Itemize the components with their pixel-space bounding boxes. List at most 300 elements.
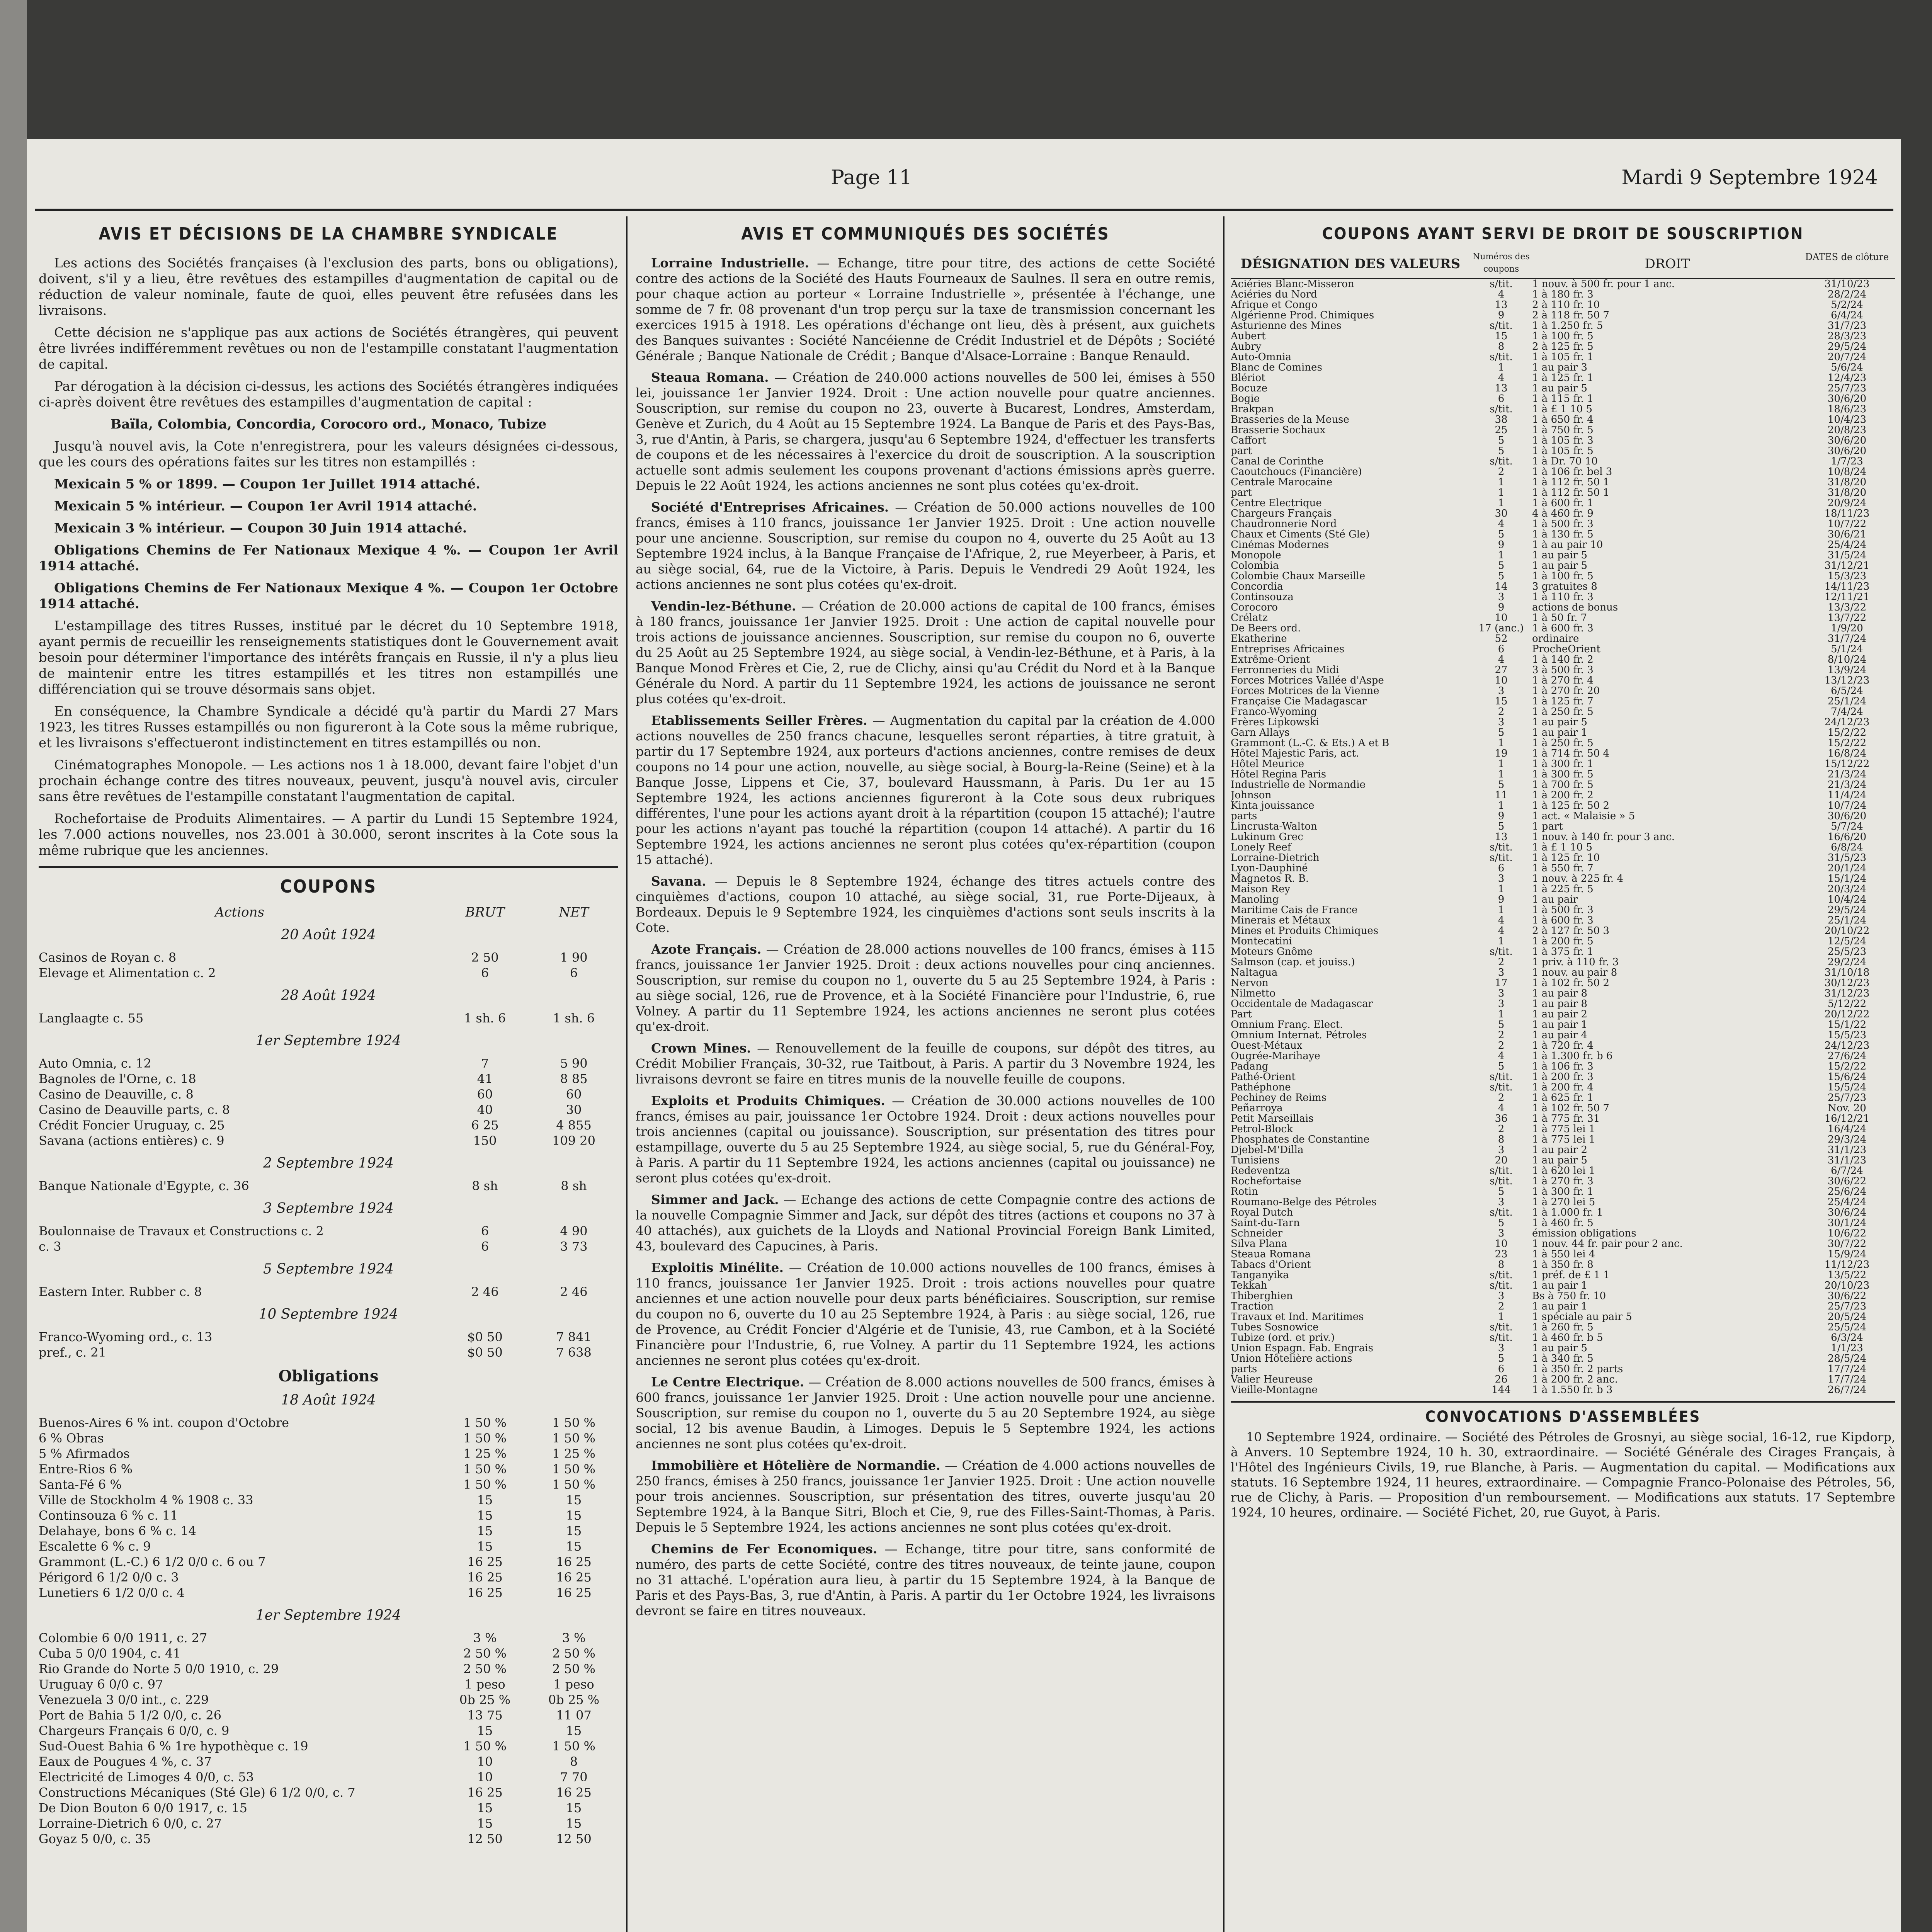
souscription-row-cell: 5/6/24 (1831, 362, 1863, 373)
souscription-row-cell: 4 (1498, 373, 1505, 383)
coupon-oblig-row-cell: 16 25 (556, 1585, 592, 1600)
souscription-row (1231, 884, 1895, 895)
souscription-row-cell: 27 (1495, 665, 1508, 675)
coupon-oblig-row (39, 1723, 618, 1738)
souscription-row-cell: 1 à 350 fr. 8 (1532, 1260, 1594, 1270)
coupon-oblig-row-cell: 1 50 % (463, 1477, 507, 1492)
souscription-row-cell: 1 à 200 fr. 4 (1532, 1082, 1594, 1093)
souscription-row-cell: 1 (1498, 550, 1505, 561)
souscription-row-cell: 1 act. « Malaisie » 5 (1532, 811, 1635, 821)
souscription-row-cell: 1 à 250 fr. 5 (1532, 738, 1594, 748)
souscription-row (1231, 1061, 1895, 1072)
souscription-row-cell: 9 (1498, 540, 1505, 550)
souscription-row-cell: 1 à 300 fr. 1 (1532, 1187, 1594, 1197)
souscription-row (1231, 289, 1895, 300)
souscription-row-cell: 25/7/23 (1827, 1093, 1867, 1103)
souscription-row-cell: 1 à £ 1 10 5 (1532, 404, 1593, 415)
souscription-row-cell: 1 à 50 fr. 7 (1532, 613, 1587, 623)
souscription-row (1231, 978, 1895, 988)
souscription-row-cell: 25/7/23 (1827, 1301, 1867, 1312)
mexique-item: Mexicain 5 % intérieur. — Coupon 1er Avril 1914 attaché. (54, 498, 477, 514)
coupon-oblig-row (39, 1800, 618, 1816)
souscription-row-cell: s/tit. (1490, 1322, 1513, 1333)
souscription-row-cell: Grammont (L.-C. & Ets.) A et B (1231, 738, 1389, 748)
souscription-row-cell: 1 à Dr. 70 10 (1532, 456, 1598, 467)
souscription-row-cell: s/tit. (1490, 404, 1513, 415)
souscription-row-cell: 12/5/24 (1827, 936, 1867, 947)
coupon-oblig-row-cell: Sud-Ouest Bahia 6 % 1re hypothèque c. 19 (39, 1739, 308, 1753)
coupons-date: 5 Septembre 1924 (263, 1261, 394, 1277)
societe-name: Steaua Romana. (651, 370, 769, 385)
souscription-row-cell: 17/7/24 (1827, 1374, 1867, 1385)
souscription-row (1231, 832, 1895, 842)
souscription-row-cell: Petrol-Block (1231, 1124, 1293, 1134)
coupon-oblig-row (39, 1831, 618, 1847)
souscription-row (1231, 728, 1895, 738)
coupon-oblig-row-cell: 15 (477, 1723, 493, 1738)
coupon-oblig-row-cell: 15 (566, 1524, 582, 1538)
coupon-oblig-row-cell: 15 (477, 1508, 493, 1523)
coupon-row-cell: c. 3 (39, 1239, 61, 1254)
souscription-row-cell: 20/7/24 (1827, 352, 1867, 362)
coupon-oblig-row-cell: Continsouza 6 % c. 11 (39, 1508, 178, 1523)
souscription-row (1231, 571, 1895, 582)
souscription-row-cell: Lyon-Dauphiné (1231, 863, 1308, 874)
souscription-row (1231, 623, 1895, 634)
chambre-paragraph: En conséquence, la Chambre Syndicale a décidé qu'à partir du Mardi 27 Mars 1923, les titres Russes estampillés ou non figureront à la Cote sous la même rubrique, et les livraisons s'effectueront indistinctement en titres estampillés ou non. (39, 704, 618, 751)
societe-name: Exploitis Minélite. (651, 1260, 784, 1275)
coupon-oblig-row (39, 1492, 618, 1508)
souscription-row-cell: 31/12/21 (1824, 561, 1870, 571)
souscription-row-cell: 28/2/24 (1827, 289, 1867, 300)
souscription-row-cell: 4 (1498, 655, 1505, 665)
societe-item: Le Centre Electrique. — Création de 8.000 actions nouvelles de 500 francs, émises à 600 francs, jouissance 1er Janvier 1925. Droit : Une action nouvelle pour une ancienne. Souscription, sur remise du coupon no 1, ouverte du 5 au 20 Septembre 1924, au siège social, 12 bis avenue Baudin, à Limoges. Depuis le 5 Septembre 1924, les actions anciennes ne sont plus cotées qu'ex-droit. (636, 1374, 1215, 1451)
souscription-row-cell: Algérienne Prod. Chimiques (1231, 310, 1374, 321)
souscription-row-cell: 3 (1498, 717, 1505, 728)
souscription-row-cell: 6 (1498, 1364, 1505, 1374)
souscription-row-cell: 1 à 106 fr. bel 3 (1532, 467, 1612, 477)
souscription-row-cell: 31/7/23 (1827, 321, 1867, 331)
souscription-row-cell: Maison Rey (1231, 884, 1291, 895)
chambre-paragraph: Jusqu'à nouvel avis, la Cote n'enregistrera, pour les valeurs désignées ci-dessous, que les cours des opérations faites sur les titres non estampillés : (39, 439, 618, 470)
coupon-oblig-row-cell: 15 (477, 1816, 493, 1831)
souscription-row-cell: 1 à 225 fr. 5 (1532, 884, 1594, 895)
souscription-row-cell: 15/3/23 (1827, 571, 1867, 582)
coupon-oblig-row-cell: 2 50 % (552, 1662, 595, 1676)
souscription-header (1231, 251, 1895, 279)
souscription-row-cell: 1 à 460 fr. b 5 (1532, 1333, 1603, 1343)
souscription-row-cell: 1 à 775 lei 1 (1532, 1124, 1595, 1134)
souscription-row-cell: 3 (1498, 1343, 1505, 1354)
souscription-row-cell: Nov. 20 (1828, 1103, 1866, 1114)
column-souscription (1231, 216, 1895, 1932)
coupon-oblig-row (39, 1554, 618, 1570)
souscription-row-cell: 2 (1498, 467, 1505, 477)
souscription-row-cell: 5 (1498, 821, 1505, 832)
souscription-row (1231, 644, 1895, 655)
souscription-row (1231, 988, 1895, 999)
souscription-row (1231, 1228, 1895, 1239)
souscription-row-cell: 3 (1498, 1291, 1505, 1301)
section-rule (39, 866, 618, 868)
souscription-row (1231, 717, 1895, 728)
societe-item: Crown Mines. — Renouvellement de la feuille de coupons, sur dépôt des titres, au Crédit Mobilier Français, 30-32, rue Taitbout, à Paris. A partir du 3 Novembre 1924, les livraisons devront se faire en titres munis de la nouvelle feuille de coupons. (636, 1041, 1215, 1087)
souscription-row (1231, 592, 1895, 602)
souscription-row-cell: 13 (1495, 832, 1508, 842)
souscription-row-cell: 1 à 270 fr. 4 (1532, 675, 1594, 686)
souscription-row-cell: Padang (1231, 1061, 1269, 1072)
souscription-row-cell: 20/10/22 (1824, 926, 1870, 936)
souscription-row-cell: s/tit. (1490, 1176, 1513, 1187)
header-rule (35, 209, 1893, 211)
souscription-row-cell: 1 au pair 5 (1532, 561, 1588, 571)
souscription-row-cell: 29/2/24 (1827, 957, 1867, 968)
coupon-oblig-row-cell: 1 peso (553, 1677, 594, 1692)
souscription-row-cell: Cinémas Modernes (1231, 540, 1329, 550)
souscription-row-cell: 1 nouv. 44 fr. pair pour 2 anc. (1532, 1239, 1683, 1249)
souscription-row-cell: 1 au pair 2 (1532, 1009, 1588, 1020)
coupon-oblig-row-cell: 16 25 (556, 1570, 592, 1585)
coupon-row-cell: 60 (477, 1087, 493, 1102)
souscription-row-cell: s/tit. (1490, 352, 1513, 362)
souscription-row (1231, 352, 1895, 362)
column-divider (626, 216, 628, 1932)
coupon-row-cell: 8 sh (561, 1179, 587, 1193)
souscription-row (1231, 634, 1895, 644)
souscription-row-cell: Centre Electrique (1231, 498, 1322, 509)
souscription-row-cell: 3 (1498, 968, 1505, 978)
coupon-oblig-row-cell: 15 (566, 1723, 582, 1738)
souscription-row-cell: 5 (1498, 446, 1505, 456)
souscription-row-cell: Bocuze (1231, 383, 1268, 394)
souscription-row-cell: s/tit. (1490, 1333, 1513, 1343)
souscription-row-cell: Lukinum Grec (1231, 832, 1303, 842)
souscription-row-cell: Hôtel Meurice (1231, 759, 1304, 769)
souscription-row-cell: 1 au pair 5 (1532, 717, 1588, 728)
souscription-row-cell: Omnium Internat. Pétroles (1231, 1030, 1367, 1041)
souscription-row-cell: 2 (1498, 1301, 1505, 1312)
souscription-row-cell: 5/1/24 (1831, 644, 1863, 655)
souscription-row-cell: 29/5/24 (1827, 905, 1867, 915)
souscription-row-cell: 1 à 1.300 fr. b 6 (1532, 1051, 1613, 1061)
coupon-row (39, 1284, 618, 1299)
souscription-row-cell: Pathéphone (1231, 1082, 1291, 1093)
coupon-row-cell: 150 (473, 1133, 497, 1148)
souscription-row-cell: 9 (1498, 602, 1505, 613)
souscription-row-cell: 1 (1498, 498, 1505, 509)
coupon-oblig-row-cell: 3 % (473, 1631, 497, 1645)
coupon-row-cell: Bagnoles de l'Orne, c. 18 (39, 1071, 196, 1086)
coupon-oblig-row-cell: 15 (477, 1539, 493, 1554)
souscription-row-cell: 1 (1498, 362, 1505, 373)
souscription-row-cell: 1 au pair 5 (1532, 1155, 1588, 1166)
souscription-row-cell: 20 (1495, 1155, 1508, 1166)
souscription-row-cell: 1 à 375 fr. 1 (1532, 947, 1594, 957)
coupon-oblig-row-cell: 1 50 % (463, 1415, 507, 1430)
souscription-row-cell: Pathé-Orient (1231, 1072, 1296, 1082)
coupons-header (39, 905, 618, 920)
souscription-row-cell: 1 à 125 fr. 50 2 (1532, 801, 1610, 811)
souscription-row-cell: 4 à 460 fr. 9 (1532, 509, 1594, 519)
souscription-row (1231, 1208, 1895, 1218)
souscription-row-cell: 2 à 125 fr. 5 (1532, 342, 1594, 352)
souscription-row (1231, 1312, 1895, 1322)
souscription-row-cell: Canal de Corinthe (1231, 456, 1324, 467)
societes-list (636, 255, 1215, 1619)
souscription-row (1231, 446, 1895, 456)
souscription-row-cell: 1 au pair 8 (1532, 988, 1588, 999)
souscription-row-cell: 1 au pair 3 (1532, 362, 1588, 373)
souscription-row-cell: 1 à 714 fr. 50 4 (1532, 748, 1610, 759)
souscription-row-cell: 1 (1498, 738, 1505, 748)
souscription-row-cell: 1 à au pair 10 (1532, 540, 1603, 550)
souscription-row-cell: part (1231, 446, 1252, 456)
souscription-row-cell: 1/7/23 (1831, 456, 1863, 467)
souscription-row (1231, 1041, 1895, 1051)
coupon-oblig-row-cell: 10 (477, 1754, 493, 1769)
societe-item: Société d'Entreprises Africaines. — Création de 50.000 actions nouvelles de 100 francs, émises à 110 francs, jouissance 1er Janvier 1925. Droit : Une action nouvelle pour une ancienne. Souscription, sur remise du coupon no 4, ouverte du 25 Août au 13 Septembre 1924 inclus, à la Banque Française de l'Afrique, 2, rue Meyerbeer, à Paris, et au siège social, 64, rue de la Victoire, à Paris. Depuis le Vendredi 29 Août 1924, les actions anciennes ne sont plus cotées qu'ex-droit. (636, 500, 1215, 592)
souscription-row (1231, 1020, 1895, 1030)
souscription-row-cell: 25/7/23 (1827, 383, 1867, 394)
souscription-row-cell: 1 priv. à 110 fr. 3 (1532, 957, 1619, 968)
souscription-row-cell: 3 (1498, 592, 1505, 602)
souscription-row (1231, 1082, 1895, 1093)
souscription-row-cell: 1 à 106 fr. 3 (1532, 1061, 1594, 1072)
souscription-row-cell: Traction (1231, 1301, 1274, 1312)
souscription-row-cell: 16/8/24 (1827, 748, 1867, 759)
coupons-date: 1er Septembre 1924 (255, 1033, 401, 1049)
coupon-row-cell: 7 638 (556, 1345, 592, 1360)
souscription-row-cell: 25 (1495, 425, 1508, 435)
coupon-oblig-row-cell: 1 50 % (552, 1415, 595, 1430)
souscription-row-cell: 6/7/24 (1831, 1166, 1863, 1176)
souscription-row-cell: 25/5/23 (1827, 947, 1867, 957)
convocations-paragraph: 10 Septembre 1924, ordinaire. — Société des Pétroles de Grosnyi, au siège social, 16-12, rue Kipdorp, à Anvers. 10 Septembre 1924, 10 h. 30, extraordinaire. — Société Générale des Cirages Français, à l'Hôtel des Ingénieurs Civils, 19, rue Blanche, à Paris. — Augmentation du capital. — Modifications aux statuts. 16 Septembre 1924, 11 heures, extraordinaire. — Compagnie Franco-Polonaise des Pétroles, 56, rue de Clichy, à Paris. — Proposition d'un remboursement. — Modifications aux statuts. 17 Septembre 1924, 10 heures, ordinaire. — Société Fichet, 20, rue Guyot, à Paris. (1231, 1430, 1895, 1520)
souscription-row-cell: Tubes Sosnowice (1231, 1322, 1319, 1333)
coupon-oblig-row-cell: 1 50 % (463, 1739, 507, 1753)
souscription-row (1231, 415, 1895, 425)
souscription-row (1231, 310, 1895, 321)
coupon-oblig-row (39, 1430, 618, 1446)
souscription-row-cell: 1 à 550 lei 4 (1532, 1249, 1595, 1260)
souscription-row (1231, 707, 1895, 717)
coupon-row-cell: $0 50 (467, 1345, 503, 1360)
souscription-row (1231, 561, 1895, 571)
souscription-row (1231, 1218, 1895, 1228)
coupon-oblig-row-cell: 15 (477, 1493, 493, 1507)
souscription-row-cell: Ferronneries du Midi (1231, 665, 1339, 675)
souscription-row-cell: 1 à 200 fr. 2 (1532, 790, 1594, 801)
souscription-row-cell: 1 au pair 1 (1532, 1281, 1588, 1291)
souscription-row-cell: Concordia (1231, 582, 1283, 592)
souscription-row-cell: Centrale Marocaine (1231, 477, 1333, 488)
souscription-row-cell: 3 (1498, 1197, 1505, 1208)
souscription-row-cell: 3 (1498, 999, 1505, 1009)
souscription-row-cell: 20/12/22 (1824, 1009, 1870, 1020)
coupon-row-cell: $0 50 (467, 1330, 503, 1344)
souscription-row-cell: s/tit. (1490, 842, 1513, 853)
societe-item: Azote Français. — Création de 28.000 actions nouvelles de 100 francs, émises à 115 francs, jouissance 1er Janvier 1925. Droit : deux actions nouvelles pour cinq anciennes. Souscription, sur remise du coupon no 1, ouverte du 5 au 25 Septembre 1924, à Paris : au siège social, 126, rue de Provence, et à la Société Financière pour l'Industrie, 6, rue Volney. A partir du 11 Septembre 1924, les actions anciennes ne seront plus cotées qu'ex-droit. (636, 942, 1215, 1034)
convocations-text (1231, 1430, 1895, 1520)
souscription-row (1231, 300, 1895, 310)
chambre-paragraph: Cette décision ne s'applique pas aux actions de Sociétés étrangères, qui peuvent être livrées indifféremment revêtues ou non de l'estampille constatant l'augmentation de capital. (39, 325, 618, 372)
coupon-oblig-row (39, 1630, 618, 1646)
chambre-paragraph: Par dérogation à la décision ci-dessus, les actions des Sociétés étrangères indiquées ci-après doivent être revêtues des estampilles d'augmentation de capital : (39, 379, 618, 410)
souscription-row-cell: 8/10/24 (1827, 655, 1867, 665)
souscription-row (1231, 853, 1895, 863)
souscription-row-cell: 13/9/24 (1827, 665, 1867, 675)
souscription-row-cell: 1 à 600 fr. 3 (1532, 915, 1594, 926)
souscription-row-cell: 16/4/24 (1827, 1124, 1867, 1134)
souscription-row-cell: 1 (1498, 477, 1505, 488)
souscription-row (1231, 1239, 1895, 1249)
souscription-row-cell: 1 spéciale au pair 5 (1532, 1312, 1632, 1322)
coupon-row-cell: 1 90 (560, 950, 588, 965)
coupon-row-cell: Franco-Wyoming ord., c. 13 (39, 1330, 213, 1344)
souscription-row-cell: 1 à 340 fr. 5 (1532, 1354, 1594, 1364)
souscription-row (1231, 498, 1895, 509)
coupon-row (39, 1087, 618, 1102)
coupon-row-cell: 2 50 (471, 950, 499, 965)
souscription-row-cell: parts (1231, 1364, 1257, 1374)
souscription-row-cell: Lincrusta-Walton (1231, 821, 1317, 832)
souscription-row (1231, 456, 1895, 467)
coupon-row (39, 1178, 618, 1194)
souscription-row (1231, 1249, 1895, 1260)
souscription-row (1231, 769, 1895, 780)
coupons-date: 1er Septembre 1924 (255, 1607, 401, 1623)
souscription-row-cell: 38 (1495, 415, 1508, 425)
souscription-row-cell: 1 à 1.550 fr. b 3 (1532, 1385, 1613, 1395)
coupon-oblig-row (39, 1415, 618, 1430)
souscription-row-cell: 8 (1498, 1134, 1505, 1145)
coupons-date: 2 Septembre 1924 (263, 1155, 394, 1171)
souscription-row-cell: Pechiney de Reims (1231, 1093, 1327, 1103)
souscription-row-cell: 30/6/22 (1827, 1291, 1867, 1301)
coupon-oblig-row-cell: 12 50 (467, 1832, 503, 1846)
souscription-row (1231, 477, 1895, 488)
souscription-row-cell: 21/3/24 (1827, 780, 1867, 790)
coupon-row-cell: Eastern Inter. Rubber c. 8 (39, 1284, 202, 1299)
coupon-oblig-row-cell: Goyaz 5 0/0, c. 35 (39, 1832, 151, 1846)
souscription-row-cell: Brasserie Sochaux (1231, 425, 1326, 435)
souscription-row-cell: 20/9/24 (1827, 498, 1867, 509)
souscription-row-cell: 1 au pair (1532, 895, 1578, 905)
convocations-title: CONVOCATIONS D'ASSEMBLÉES (1425, 1408, 1701, 1426)
souscription-row-cell: 31/5/24 (1827, 550, 1867, 561)
coupon-oblig-row-cell: Eaux de Pougues 4 %, c. 37 (39, 1754, 212, 1769)
souscription-row-cell: Valier Heureuse (1231, 1374, 1313, 1385)
coupons-col-actions: Actions (215, 905, 264, 920)
souscription-row-cell: 1 à 500 fr. 3 (1532, 905, 1594, 915)
souscription-row (1231, 540, 1895, 550)
souscription-row (1231, 905, 1895, 915)
souscription-row-cell: 1 au pair 1 (1532, 1301, 1588, 1312)
souscription-row-cell: Industrielle de Normandie (1231, 780, 1366, 790)
souscription-row (1231, 790, 1895, 801)
coupon-row-cell: 6 (481, 966, 489, 980)
souscription-row (1231, 895, 1895, 905)
souscription-row-cell: 5 (1498, 1061, 1505, 1072)
chambre-paragraph: L'estampillage des titres Russes, institué par le décret du 10 Septembre 1918, ayant permis de recueillir les renseignements statistiques dont le Gouvernement avait besoin pour déterminer l'importance des intérêts français en Russie, il n'y a plus lieu de maintenir entre les titres estampillés et les titres non estampillés une différenciation qui se trouve désormais sans objet. (39, 618, 618, 697)
coupon-oblig-row-cell: Cuba 5 0/0 1904, c. 41 (39, 1646, 181, 1661)
souscription-row-cell: Nervon (1231, 978, 1269, 988)
coupon-oblig-row-cell: 16 25 (467, 1554, 503, 1569)
souscription-row-cell: 20/1/24 (1827, 863, 1867, 874)
souscription-row-cell: 1 à 270 fr. 3 (1532, 1176, 1594, 1187)
souscription-row (1231, 675, 1895, 686)
souscription-row (1231, 801, 1895, 811)
souscription-row-cell: Colombie Chaux Marseille (1231, 571, 1366, 582)
souscription-row-cell: 13/5/22 (1827, 1270, 1867, 1281)
societes-title: AVIS ET COMMUNIQUÉS DES SOCIÉTÉS (741, 224, 1110, 244)
coupon-row-cell: Savana (actions entières) c. 9 (39, 1133, 224, 1148)
souscription-row-cell: 1 à 775 fr. 31 (1532, 1114, 1600, 1124)
souscription-row (1231, 1145, 1895, 1155)
souscription-row-cell: 9 (1498, 895, 1505, 905)
souscription-row-cell: 1 à 650 fr. 4 (1532, 415, 1594, 425)
coupon-oblig-row-cell: 0b 25 % (459, 1692, 511, 1707)
coupons-date: 18 Août 1924 (281, 1392, 376, 1408)
souscription-row-cell: Corocoro (1231, 602, 1278, 613)
chambre-paragraph: Baïla, Colombia, Concordia, Corocoro ord., Monaco, Tubize (110, 417, 547, 432)
souscription-row-cell: Thiberghien (1231, 1291, 1293, 1301)
souscription-row (1231, 1030, 1895, 1041)
souscription-row-cell: 31/10/18 (1824, 968, 1870, 978)
societe-item: Steaua Romana. — Création de 240.000 actions nouvelles de 500 lei, émises à 550 lei, jouissance 1er Janvier 1924. Droit : Une action nouvelle pour quatre anciennes. Souscription, sur remise du coupon no 23, ouverte à Bucarest, Londres, Amsterdam, Genève et Zurich, du 4 Août au 15 Septembre 1924. La Banque de Paris et des Pays-Bas, 3, rue d'Antin, à Paris, se chargera, jusqu'au 6 Septembre 1924, d'effectuer les transferts de coupons et de les nécessaires à l'exercice du droit de souscription. A la souscription actuelle sont admis seulement les coupons provenant d'actions émissions après guerre. Depuis le 22 Août 1924, les actions anciennes ne sont plus cotées qu'ex-droit. (636, 370, 1215, 493)
mexique-item: Mexicain 3 % intérieur. — Coupon 30 Juin 1914 attaché. (54, 520, 467, 536)
souscription-row-cell: 1 au pair 1 (1532, 728, 1588, 738)
coupon-oblig-row-cell: Escalette 6 % c. 9 (39, 1539, 151, 1554)
souscription-row-cell: 1 à 550 fr. 7 (1532, 863, 1594, 874)
souscription-row (1231, 1166, 1895, 1176)
souscription-row-cell: 1 préf. de £ 1 1 (1532, 1270, 1610, 1281)
coupon-oblig-row (39, 1738, 618, 1754)
souscription-row-cell: 1 à 112 fr. 50 1 (1532, 477, 1610, 488)
coupon-oblig-row-cell: Chargeurs Français 6 0/0, c. 9 (39, 1723, 230, 1738)
souscription-row-cell: Blériot (1231, 373, 1265, 383)
coupon-oblig-row (39, 1785, 618, 1800)
souscription-row-cell: 6 (1498, 394, 1505, 404)
souscription-row-cell: 30/7/22 (1827, 1239, 1867, 1249)
souscription-row-cell: s/tit. (1490, 1270, 1513, 1281)
souscription-row-cell: Mines et Produits Chimiques (1231, 926, 1379, 936)
souscription-row-cell: s/tit. (1490, 321, 1513, 331)
souscription-row-cell: 15/2/22 (1827, 728, 1867, 738)
souscription-row-cell: s/tit. (1490, 279, 1513, 289)
souscription-row-cell: 17 (anc.) (1478, 623, 1524, 634)
souscription-row-cell: 1 (1498, 488, 1505, 498)
souscription-row-cell: 1/9/20 (1831, 623, 1863, 634)
souscription-row-cell: Petit Marseillais (1231, 1114, 1314, 1124)
coupon-oblig-row-cell: 1 50 % (552, 1477, 595, 1492)
souscription-row-cell: s/tit. (1490, 1281, 1513, 1291)
coupon-oblig-row-cell: 1 50 % (552, 1431, 595, 1446)
souscription-col-coupons: Numéros des coupons (1473, 252, 1530, 274)
souscription-row (1231, 529, 1895, 540)
souscription-row-cell: Nilmetto (1231, 988, 1276, 999)
societe-item: Chemins de Fer Economiques. — Echange, titre pour titre, sans conformité de numéro, des parts de cette Société, contre des titres nouveaux, de teinte jaune, coupon no 31 attaché. L'opération aura lieu, à partir du 15 Septembre 1924, à la Banque de Paris et des Pays-Bas, 3, rue d'Antin, à Paris. A partir du 1er Octobre 1924, les livraisons devront se faire en titres nouveaux. (636, 1541, 1215, 1618)
souscription-row-cell: 10 (1495, 675, 1508, 686)
souscription-col-dates: DATES de clôture (1805, 252, 1889, 262)
coupon-oblig-row-cell: Santa-Fé 6 % (39, 1477, 122, 1492)
coupon-oblig-row (39, 1539, 618, 1554)
souscription-row-cell: Omnium Franç. Elect. (1231, 1020, 1343, 1030)
souscription-row-cell: 4 (1498, 1051, 1505, 1061)
souscription-row-cell: ProcheOrient (1532, 644, 1600, 655)
souscription-row-cell: Forces Motrices Vallée d'Aspe (1231, 675, 1384, 686)
coupon-row (39, 950, 618, 965)
